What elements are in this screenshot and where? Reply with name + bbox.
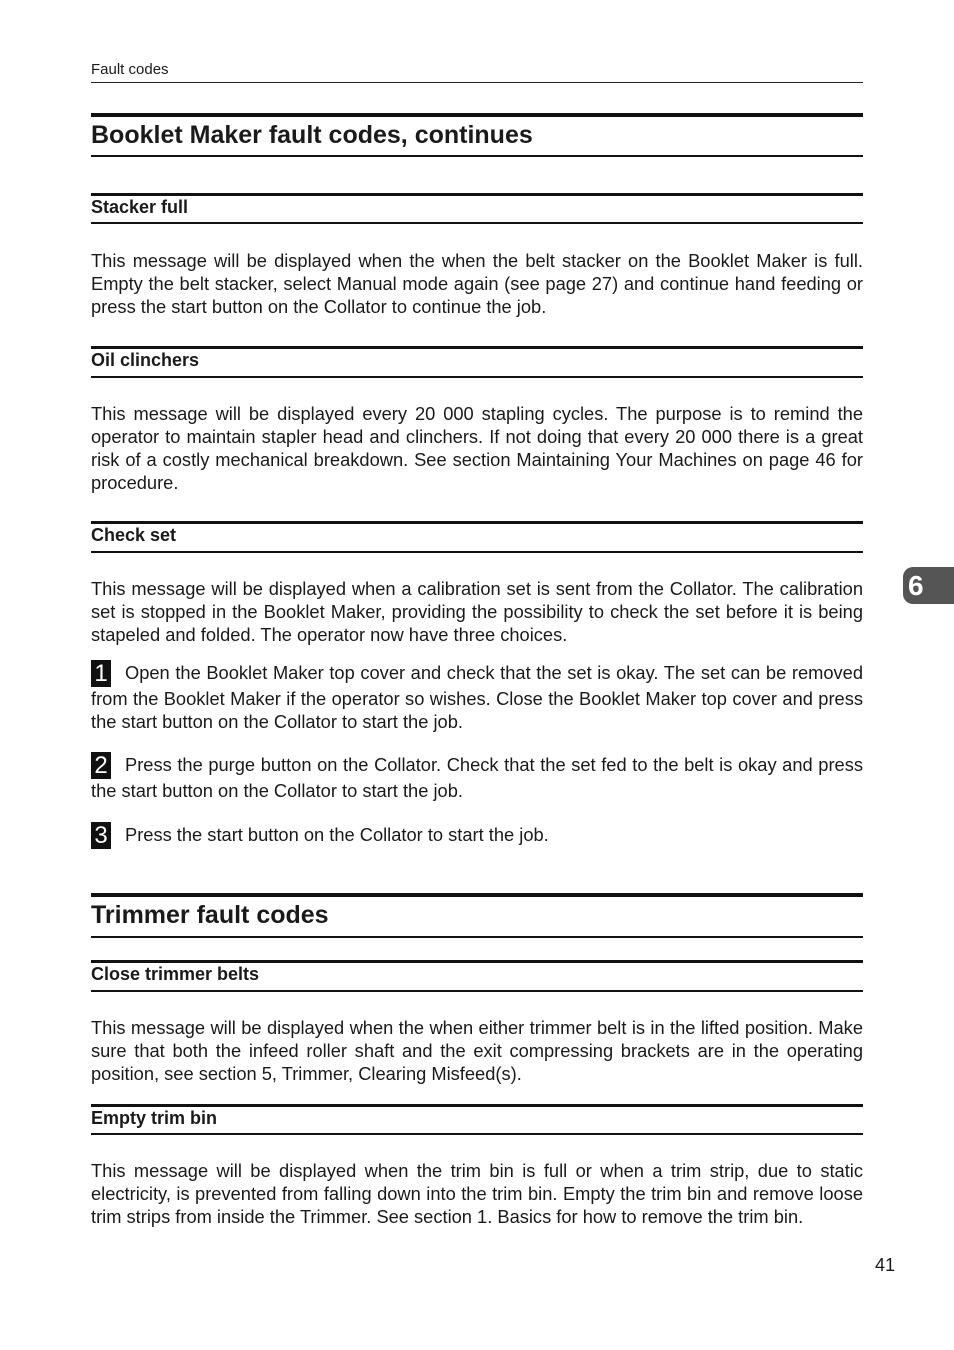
para-empty-trim-bin: This message will be displayed when the trim bin is full or when a trim strip, due to static electricity, is prevented from falling down into the trim bin. Empty the trim bin and remove loose trim strips from inside the Trimmer. See section 1. Basics for how to remove the trim bin.: [91, 1160, 863, 1227]
para-close-trimmer-belts: This message will be displayed when the when either trimmer belt is in the lifted position. Make sure that both the infeed roller shaft and the exit compressing brackets are in the operating position, see section 5, Trimmer, Clearing Misfeed(s).: [91, 1017, 863, 1084]
para-stacker-full: This message will be displayed when the when the belt stacker on the Booklet Maker is full. Empty the belt stacker, select Manual mode again (see page 27) and continue hand feeding or press the start button on the Collator to continue the job.: [91, 250, 863, 317]
running-header: Fault codes: [91, 61, 169, 78]
step-number-badge: 1: [91, 660, 111, 687]
chapter-tab: 6: [903, 567, 954, 604]
heading-check-set: Check set: [91, 521, 863, 553]
step-3-text: Press the start button on the Collator to start the job.: [125, 824, 549, 845]
heading-close-trimmer-belts: Close trimmer belts: [91, 960, 863, 992]
step-1: [91, 660, 863, 733]
section-title-trimmer: Trimmer fault codes: [91, 893, 863, 938]
step-number-badge: 2: [91, 752, 111, 779]
page-number: 41: [875, 1255, 896, 1275]
step-1-text: Open the Booklet Maker top cover and check that the set is okay. The set can be removed from the Booklet Maker if the operator so wishes. Close the Booklet Maker top cover and press the start button on the Collator to start the job.: [91, 662, 863, 732]
section-title-booklet-maker: Booklet Maker fault codes, continues: [91, 113, 863, 157]
step-3: [91, 822, 863, 849]
step-2: [91, 752, 863, 802]
heading-empty-trim-bin: Empty trim bin: [91, 1104, 863, 1135]
para-oil-clinchers: This message will be displayed every 20 000 stapling cycles. The purpose is to remind the operator to maintain stapler head and clinchers. If not doing that every 20 000 there is a great risk of a costly mechanical breakdown. See section Maintaining Your Machines on page 46 for procedure.: [91, 403, 863, 493]
header-rule: [91, 82, 863, 83]
para-check-set: This message will be displayed when a calibration set is sent from the Collator. The calibration set is stopped in the Booklet Maker, providing the possibility to check the set before it is being stapeled and folded. The operator now have three choices.: [91, 578, 863, 645]
heading-oil-clinchers: Oil clinchers: [91, 346, 863, 378]
step-2-text: Press the purge button on the Collator. Check that the set fed to the belt is okay and press the start button on the Collator to start the job.: [91, 754, 863, 801]
heading-stacker-full: Stacker full: [91, 193, 863, 224]
step-number-badge: 3: [91, 822, 111, 849]
